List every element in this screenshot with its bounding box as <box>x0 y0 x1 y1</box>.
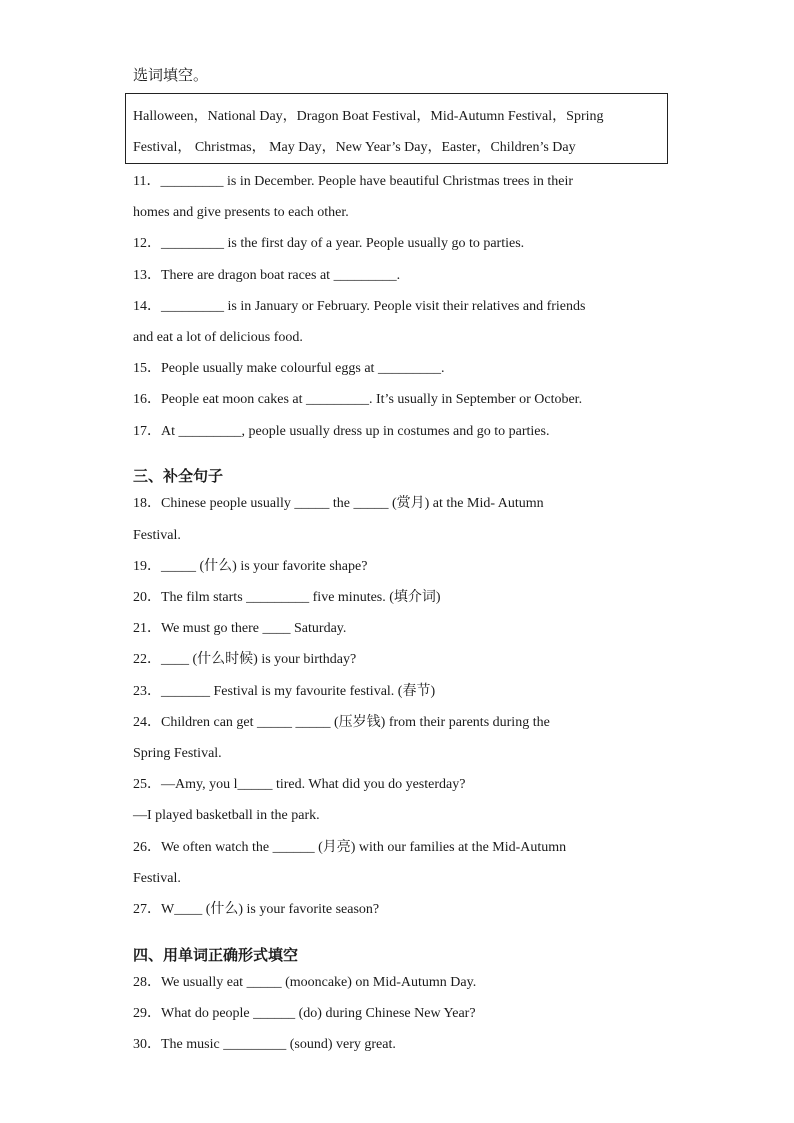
question-line: 20．The film starts _________ five minutes. (填介词) <box>133 590 441 605</box>
question-line: 15．People usually make colourful eggs at _________. <box>133 361 445 376</box>
question-line: 22．____ (什么时候) is your birthday? <box>133 652 357 667</box>
question-line: 29．What do people ______ (do) during Chinese New Year? <box>133 1006 476 1021</box>
question-line: 12．_________ is the first day of a year. People usually go to parties. <box>133 236 525 251</box>
word-bank-box <box>125 93 668 164</box>
word-bank-line-1: Halloween，National Day，Dragon Boat Festival，Mid-Autumn Festival，Spring <box>133 109 604 124</box>
question-line: homes and give presents to each other. <box>133 205 349 220</box>
section-heading-complete-sentences: 三、补全句子 <box>133 467 224 485</box>
section-heading-word-forms: 四、用单词正确形式填空 <box>133 946 299 964</box>
question-line: 16．People eat moon cakes at _________. It’s usually in September or October. <box>133 392 583 407</box>
question-line: Festival. <box>133 528 181 543</box>
word-bank-line-2: Festival， Christmas， May Day，New Year’s Day，Easter，Children’s Day <box>133 140 576 155</box>
question-line: 24．Children can get _____ _____ (压岁钱) from their parents during the <box>133 715 550 730</box>
question-line: Spring Festival. <box>133 746 222 761</box>
question-line: 11．_________ is in December. People have beautiful Christmas trees in their <box>133 174 573 189</box>
fill-blank-instruction: 选词填空。 <box>133 66 209 84</box>
question-line: 17．At _________, people usually dress up in costumes and go to parties. <box>133 424 550 439</box>
question-line: 25．—Amy, you l_____ tired. What did you do yesterday? <box>133 777 466 792</box>
question-line: and eat a lot of delicious food. <box>133 330 303 345</box>
question-line: 30．The music _________ (sound) very great. <box>133 1037 396 1052</box>
question-line: —I played basketball in the park. <box>133 808 320 823</box>
question-line: 13．There are dragon boat races at _________. <box>133 268 401 283</box>
question-line: 18．Chinese people usually _____ the _____ (赏月) at the Mid- Autumn <box>133 496 544 511</box>
question-line: 26．We often watch the ______ (月亮) with our families at the Mid-Autumn <box>133 840 567 855</box>
question-line: 19．_____ (什么) is your favorite shape? <box>133 559 368 574</box>
question-line: 27．W____ (什么) is your favorite season? <box>133 902 380 917</box>
question-line: 23．_______ Festival is my favourite festival. (春节) <box>133 684 436 699</box>
question-line: 21．We must go there ____ Saturday. <box>133 621 347 636</box>
question-line: 28．We usually eat _____ (mooncake) on Mid-Autumn Day. <box>133 975 477 990</box>
question-line: Festival. <box>133 871 181 886</box>
question-line: 14．_________ is in January or February. People visit their relatives and friends <box>133 299 586 314</box>
